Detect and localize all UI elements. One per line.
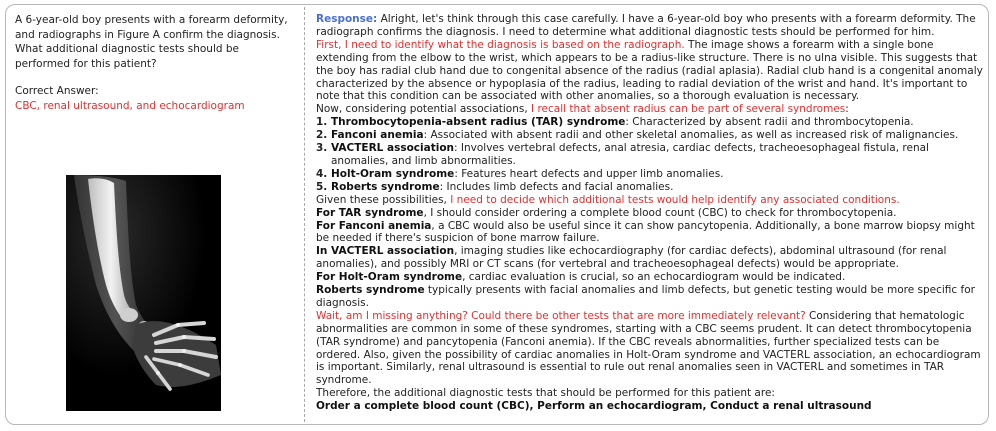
- question-text: A 6-year-old boy presents with a forearm deformity, and radiographs in Figure A confirm the diagnosis. What additional diagnostic tests should be performed for this patient?: [15, 14, 288, 70]
- tar-paragraph: For TAR syndrome, I should consider ordering a complete blood count (CBC) to check for thrombocytopenia.: [316, 206, 897, 219]
- syndrome-list: [316, 116, 984, 193]
- conclusion-intro: Therefore, the additional diagnostic tests that should be performed for this patient are:: [316, 387, 775, 400]
- list-item: 2. Fanconi anemia: Associated with absent radii and other skeletal anomalies, as well as increased risk of malignancies.: [316, 129, 959, 142]
- roberts-paragraph: Roberts syndrome typically presents with facial anomalies and limb defects, but genetic testing would be more specific for diagnosis.: [316, 284, 975, 309]
- vacterl-paragraph: In VACTERL association, imaging studies like echocardiography (for cardiac defects), abdominal ultrasound (for renal anomalies), and possibly MRI or CT scans (for vertebral and tracheoesophageal defects) would be appropriate.: [316, 245, 947, 271]
- list-item: 3. VACTERL association: Involves vertebral defects, anal atresia, cardiac defects, tracheoesophageal fistula, renal anomalies, and limb abnormalities.: [316, 142, 929, 167]
- question-panel: [15, 13, 295, 114]
- response-label: Response:: [316, 13, 378, 25]
- list-item: 4. Holt-Oram syndrome: Features heart defects and upper limb anomalies.: [316, 167, 724, 180]
- list-item: 1. Thrombocytopenia-absent radius (TAR) syndrome: Characterized by absent radii and thrombocytopenia.: [316, 116, 914, 129]
- correct-answer-text: CBC, renal ultrasound, and echocardiogram: [15, 99, 245, 112]
- xray-figure: [66, 175, 221, 411]
- response-panel: [316, 13, 984, 413]
- diagnosis-paragraph: First, I need to identify what the diagnosis is based on the radiograph. The image shows a forearm with a single bone extending from the elbow to the wrist, which appears to be a radius-like structure. There is no ulna visible. This suggests that the boy has radial club hand due to congenital absence of the radius (radial aplasia). Radial club hand is a congenital anomaly characterized by the absence or hypoplasia of the radius, leading to radial deviation of the wrist and hand. It's important to note that this condition can be associated with other anomalies, so a thorough evaluation is necessary.: [316, 38, 983, 103]
- final-answer: Order a complete blood count (CBC), Perform an echocardiogram, Conduct a renal ultrasound: [316, 400, 872, 413]
- fanconi-paragraph: For Fanconi anemia, a CBC would also be useful since it can show pancytopenia. Additionally, a bone marrow biopsy might be needed if there's suspicion of bone marrow failure.: [316, 219, 975, 245]
- tests-intro: Given these possibilities, I need to decide which additional tests would help identify any associated conditions.: [316, 193, 900, 206]
- response-intro: Response: Alright, let's think through this case carefully. I have a 6-year-old boy who presents with a forearm deformity. The radiograph confirms the diagnosis. I need to determine what additional diagnostic tests should be performed for him.: [316, 13, 976, 38]
- column-divider: [304, 7, 305, 422]
- list-item: 5. Roberts syndrome: Includes limb defects and facial anomalies.: [316, 180, 674, 193]
- qa-card: [5, 4, 989, 425]
- reconsider-paragraph: Wait, am I missing anything? Could there be other tests that are more immediately relevant? Considering that hematologic abnormalities are common in some of these syndromes, starting with a CBC seems prudent. It can detect thrombocytopenia (TAR syndrome) and pancytopenia (Fanconi anemia). If the CBC reveals abnormalities, further specialized tests can be ordered. Also, given the possibility of cardiac anomalies in Holt-Oram syndrome and VACTERL association, an echocardiogram is important. Similarly, renal ultrasound is essential to rule out renal anomalies seen in VACTERL and sometimes in TAR syndrome.: [316, 309, 981, 387]
- associations-intro: Now, considering potential associations, I recall that absent radius can be part of several syndromes:: [316, 103, 849, 116]
- correct-answer-label: Correct Answer:: [15, 85, 99, 98]
- holt-oram-paragraph: For Holt-Oram syndrome, cardiac evaluation is crucial, so an echocardiogram would be indicated.: [316, 271, 846, 284]
